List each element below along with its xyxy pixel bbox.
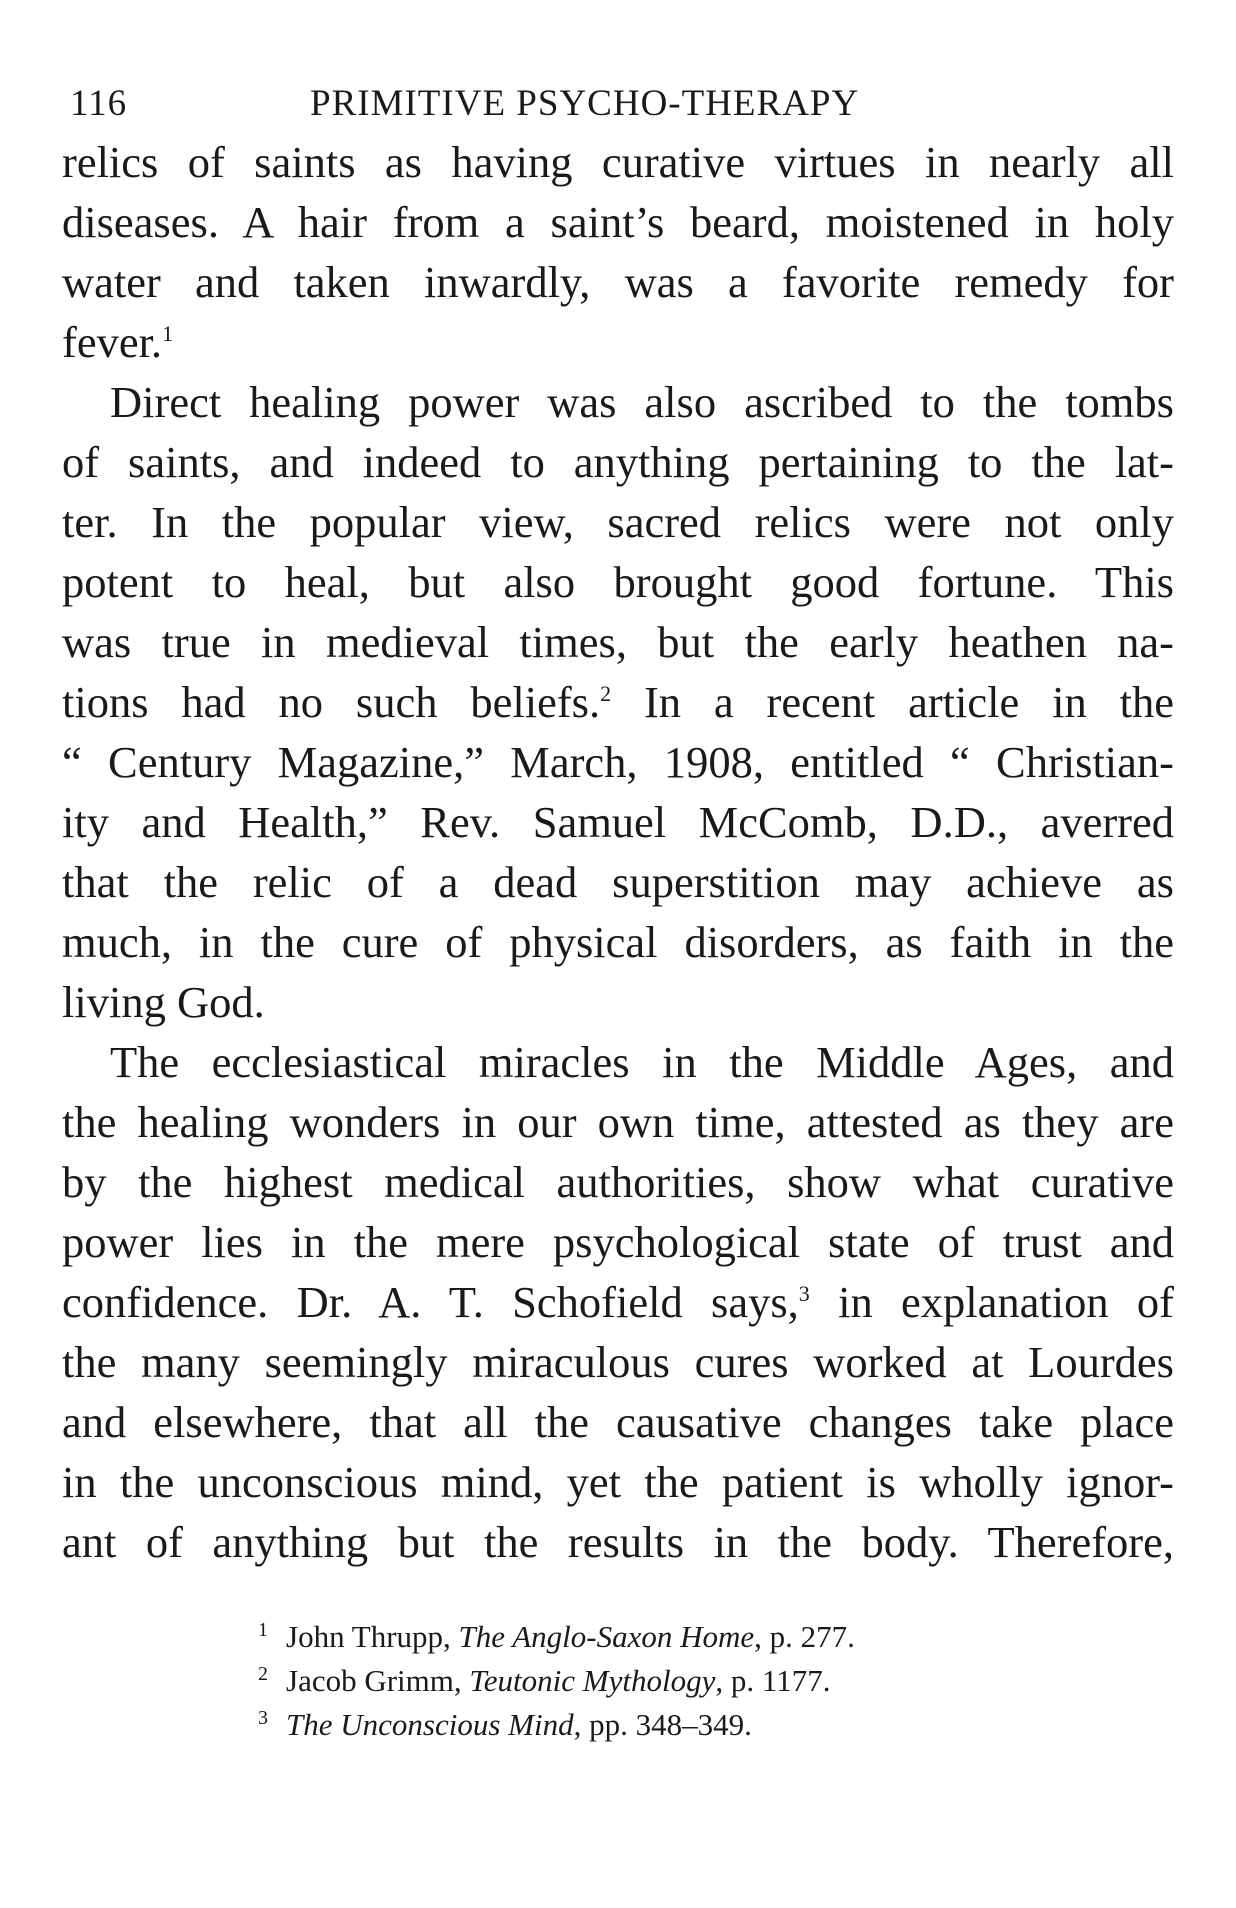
text-line [62, 1272, 1174, 1332]
text-line: of saints, and indeed to anything pertaining to the lat- [62, 437, 1174, 487]
text-fragment: tions had no such beliefs. [62, 677, 601, 727]
text-line: power lies in the mere psychological state of trust and [62, 1217, 1174, 1267]
footnote-title: The Anglo-Saxon Home [458, 1619, 755, 1654]
text-line: ant of anything but the results in the body. Therefore, [62, 1517, 1174, 1567]
footnotes [258, 1615, 855, 1747]
text-fragment: in explanation of [809, 1277, 1174, 1327]
text-line: was true in medieval times, but the early heathen na- [62, 617, 1174, 667]
text-line: much, in the cure of physical disorders, as faith in the [62, 917, 1174, 967]
book-page [62, 82, 1174, 1572]
text-line: relics of saints as having curative virtues in nearly all [62, 137, 1174, 187]
text-line: living God. [62, 977, 265, 1027]
page-number: 116 [70, 83, 128, 124]
text-fragment: confidence. Dr. A. T. Schofield says, [62, 1277, 799, 1327]
text-line: that the relic of a dead superstition may achieve as [62, 857, 1174, 907]
footnote-rest: , pp. 348–349. [573, 1707, 752, 1742]
text-fragment: In a recent article in the [611, 677, 1174, 727]
text-line: ter. In the popular view, sacred relics were not only [62, 497, 1174, 547]
text-line: and elsewhere, that all the causative changes take place [62, 1397, 1174, 1447]
text-line: potent to heal, but also brought good fortune. This [62, 557, 1174, 607]
footnote-title: Teutonic Mythology [469, 1663, 716, 1698]
footnote-rest: , p. 1177. [715, 1663, 831, 1698]
footnote-title: The Unconscious Mind [286, 1707, 574, 1742]
body-text [62, 132, 1174, 1572]
running-head [62, 82, 1174, 132]
footnote-author: Jacob Grimm, [286, 1663, 470, 1698]
text-line: in the unconscious mind, yet the patient is wholly ignor- [62, 1457, 1174, 1507]
text-line: The ecclesiastical miracles in the Middle Ages, and [110, 1037, 1174, 1087]
footnote-1: 1 John Thrupp, The Anglo-Saxon Home, p. 277. [258, 1618, 855, 1654]
footnote-author: John Thrupp, [286, 1619, 459, 1654]
text-line [62, 312, 1174, 372]
text-fragment: fever. [62, 317, 163, 367]
text-line [62, 672, 1174, 732]
footnote-ref-3: 3 [798, 1281, 810, 1307]
text-line: the healing wonders in our own time, attested as they are [62, 1097, 1174, 1147]
text-line: by the highest medical authorities, show what curative [62, 1157, 1174, 1207]
text-line: water and taken inwardly, was a favorite remedy for [62, 257, 1174, 307]
footnote-ref-1: 1 [162, 321, 174, 347]
paragraph-1 [62, 132, 1174, 372]
text-line: ity and Health,” Rev. Samuel McComb, D.D., averred [62, 797, 1174, 847]
running-title: PRIMITIVE PSYCHO-THERAPY [310, 83, 860, 124]
footnote-3: 3 The Unconscious Mind, pp. 348–349. [258, 1706, 752, 1742]
text-line: diseases. A hair from a saint’s beard, moistened in holy [62, 197, 1174, 247]
text-line: the many seemingly miraculous cures worked at Lourdes [62, 1337, 1174, 1387]
text-line: “ Century Magazine,” March, 1908, entitled “ Christian- [62, 737, 1174, 787]
paragraph-2 [62, 372, 1174, 1032]
footnote-ref-2: 2 [600, 681, 612, 707]
footnote-2: 2 Jacob Grimm, Teutonic Mythology, p. 1177. [258, 1662, 831, 1698]
text-line: Direct healing power was also ascribed to the tombs [110, 377, 1174, 427]
paragraph-3 [62, 1032, 1174, 1572]
footnote-rest: , p. 277. [754, 1619, 855, 1654]
